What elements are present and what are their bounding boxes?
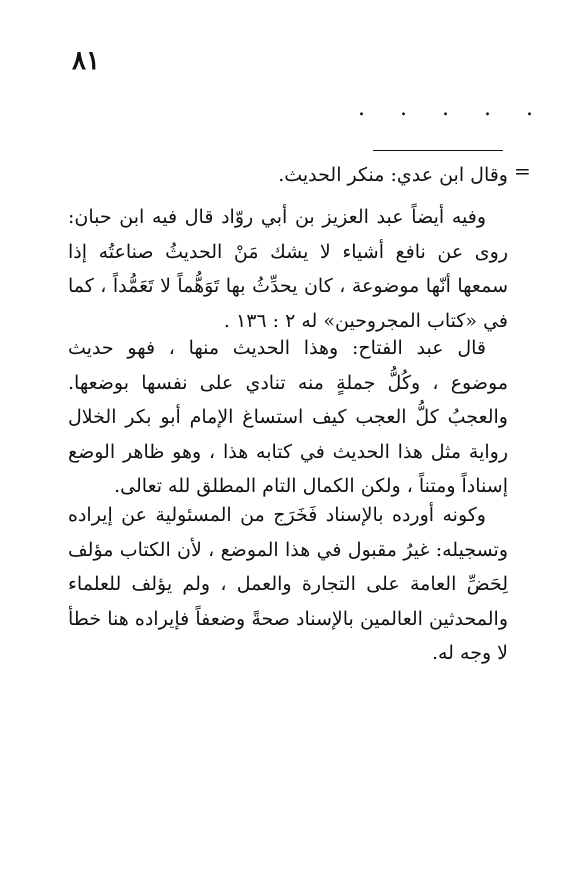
footnote-rule (373, 150, 503, 151)
paragraph-text: وكونه أورده بالإسناد فَخَرَج من المسئولية عن إيراده وتسجيله: غيرُ مقبول في هذا الموضع ، لأن الكتاب مؤلف لِحَضِّ العامة على التجارة والعمل ، ولم يؤلف للعلماء والمحدثين العالمين بالإسناد صحةً وضعفاً فإيراده هنا خطأ لا وجه له. (68, 504, 508, 664)
page-number: ٨١ (72, 46, 100, 76)
footnote-paragraph-3 (68, 498, 508, 671)
footnote-paragraph-2 (68, 331, 508, 504)
ellipsis-marker: . . . . . (358, 96, 547, 121)
footnote-continuation-text: وقال ابن عدي: منكر الحديث. (278, 164, 508, 186)
paragraph-text: قال عبد الفتاح: وهذا الحديث منها ، فهو حديث موضوع ، وكُلُّ جملةٍ منه تنادي على نفسها بوضعها. والعجبُ كلُّ العجب كيف استساغ الإمام أبو بكر الخلال رواية مثل هذا الحديث في كتابه هذا ، وهو ظاهر الوضع إسناداً ومتناً ، ولكن الكمال التام المطلق لله تعالى. (68, 337, 508, 497)
paragraph-text: وفيه أيضاً عبد العزيز بن أبي روّاد قال فيه ابن حبان: روى عن نافع أشياء لا يشك مَنْ الحديثُ صناعتُه إذا سمعها أنّها موضوعة ، كان يحدِّثُ بها تَوَهُّماً لا تَعَمُّداً ، كما في «كتاب المجروحين» له ٢ : ١٣٦ . (68, 206, 508, 332)
footnote-paragraph-1 (68, 200, 508, 338)
footnote-continuation-marker: = (514, 159, 531, 183)
